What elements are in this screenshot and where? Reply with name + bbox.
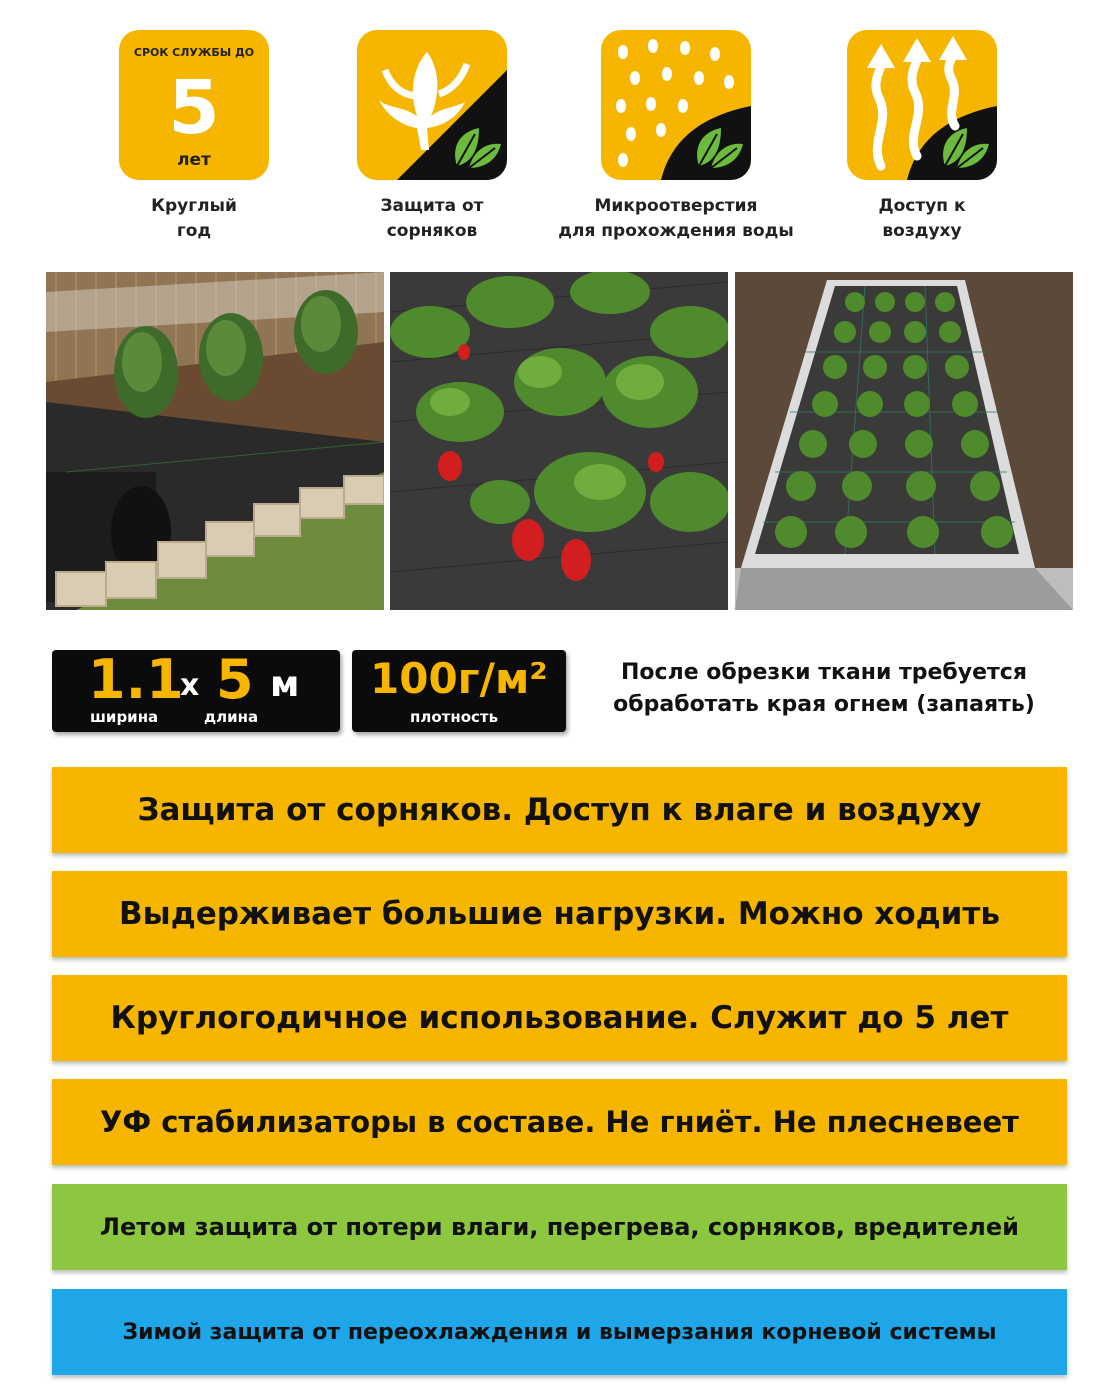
raised-bed-photo [735,272,1073,610]
length-label: длина [204,708,259,726]
density-spec-box [352,650,566,732]
tile-big-number: 5 [168,65,220,151]
density-value: 100г/м² [370,654,548,703]
features-row [0,0,1120,250]
feature-caption [312,194,552,244]
water-drops-icon [601,30,751,180]
times-sign: х [180,668,200,703]
feature-caption [802,194,1042,244]
size-spec-box [52,650,340,732]
feature-water-holes [556,30,796,244]
caption-line: сорняков [386,221,478,241]
feature-service-life [74,30,314,244]
caption-line: Доступ к [878,196,966,216]
width-label: ширина [90,708,159,726]
feature-weed-protection [312,30,552,244]
caption-line: для прохождения воды [558,221,794,241]
tile-bottom-text: лет [177,150,211,170]
garden-shrubs-photo [46,272,384,610]
width-value: 1.1 [88,648,184,711]
strawberry-rows-photo [390,272,728,610]
banner-year-round: Круглогодичное использование. Служит до 5 лет [52,975,1067,1061]
density-label: плотность [410,708,499,726]
feature-air-access [802,30,1042,244]
caption-line: воздуху [882,221,962,241]
arrows-leaf-icon [847,30,997,180]
trimming-note [584,657,1064,721]
caption-line: год [176,221,212,241]
caption-line: Микроотверстия [594,196,758,216]
drops-leaf-icon [601,30,751,180]
banner-weed-protection: Защита от сорняков. Доступ к влаге и воздуху [52,767,1067,853]
caption-line: Круглый [151,196,237,216]
note-line: После обрезки ткани требуется [621,660,1027,685]
tile-top-text: СРОК СЛУЖБЫ ДО [133,46,255,59]
weed-leaf-icon [357,30,507,180]
banner-winter: Зимой защита от переохлаждения и вымерзания корневой системы [52,1289,1067,1375]
weed-protection-icon [357,30,507,180]
unit-label: м [270,664,300,705]
feature-caption [74,194,314,244]
feature-caption [556,194,796,244]
length-value: 5 [216,648,254,711]
banner-summer: Летом защита от потери влаги, перегрева, сорняков, вредителей [52,1184,1067,1270]
caption-line: Защита от [380,196,484,216]
air-arrows-icon [847,30,997,180]
service-life-icon [119,30,269,180]
banner-uv-stabilizers: УФ стабилизаторы в составе. Не гниёт. Не плесневеет [52,1079,1067,1165]
note-line: обработать края огнем (запаять) [613,692,1035,717]
banner-heavy-load: Выдерживает большие нагрузки. Можно ходить [52,871,1067,957]
